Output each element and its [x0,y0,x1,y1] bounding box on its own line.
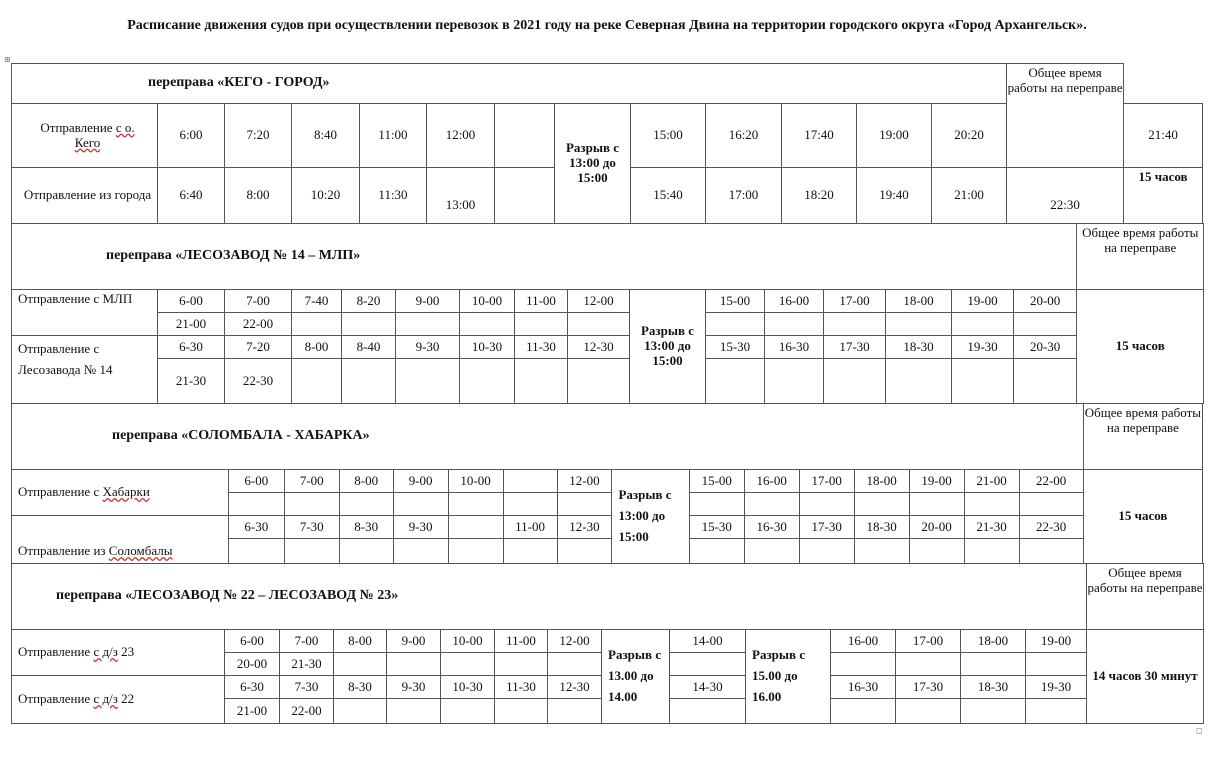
time-cell: 17-00 [896,630,961,653]
time-cell: 18-30 [854,516,909,539]
time-cell: 21:00 [932,168,1007,224]
time-cell: 17-30 [799,516,854,539]
time-cell [495,104,555,168]
row-label-gorod: Отправление из города [12,168,158,224]
time-cell: 9-00 [396,290,460,313]
section-title: переправа «СОЛОМБАЛА - ХАБАРКА» [12,404,1084,470]
total-time: 15 часов [1124,168,1203,224]
total-time-header: Общее время работы на переправе [1077,224,1204,290]
time-cell: 22-00 [280,699,334,724]
time-cell: 15:00 [631,104,706,168]
time-cell: 7-30 [284,516,339,539]
time-cell: 16-00 [831,630,896,653]
time-cell: 7:20 [225,104,292,168]
row-label-habarka: Отправление с Хабарки [12,470,229,516]
section-title: переправа «ЛЕСОЗАВОД № 14 – МЛП» [12,224,1077,290]
table-move-handle-icon[interactable]: ⊞ [4,55,11,64]
time-cell: 16-00 [765,290,824,313]
time-cell: 6:00 [158,104,225,168]
time-cell: 12-30 [568,336,630,359]
time-cell: 8-40 [342,336,396,359]
time-cell: 18-00 [854,470,909,493]
schedule-lesozavod22-lesozavod23 [11,563,1204,724]
time-cell: 17-30 [824,336,886,359]
time-cell: 19:00 [857,104,932,168]
time-cell: 7-00 [284,470,339,493]
time-cell: 12-30 [548,676,602,699]
time-cell: 17-00 [824,290,886,313]
break-cell-2: Разрыв с 15.00 до 16.00 [746,630,831,724]
time-cell: 8-30 [334,676,387,699]
time-cell: 9-30 [393,516,448,539]
row-label-dz22: Отправление с д/з 22 [12,676,225,724]
time-cell: 8:00 [225,168,292,224]
time-cell: 20-00 [225,653,280,676]
schedule-lesozavod14-mlp [11,223,1204,404]
row-label-dz23: Отправление с д/з 23 [12,630,225,676]
total-time-header: Общее время работы на переправе [1083,404,1202,470]
time-cell: 17-30 [896,676,961,699]
time-cell: 19-30 [952,336,1014,359]
time-cell: 10:20 [292,168,360,224]
time-cell: 20:20 [932,104,1007,168]
time-cell: 8-00 [334,630,387,653]
time-cell: 22-00 [1019,470,1083,493]
time-cell: 12-00 [557,470,612,493]
time-cell: 6-00 [225,630,280,653]
time-cell: 18-00 [961,630,1026,653]
time-cell: 12:00 [427,104,495,168]
break-cell: Разрыв с 13:00 до 15:00 [630,290,706,404]
time-cell: 16-30 [831,676,896,699]
time-cell: 18-30 [886,336,952,359]
time-cell: 6-30 [228,516,284,539]
time-cell: 19-00 [909,470,964,493]
total-time: 15 часов [1083,470,1202,564]
time-cell: 20-30 [1014,336,1077,359]
time-cell: 8-00 [339,470,393,493]
time-cell: 9-30 [396,336,460,359]
time-cell: 19-00 [1026,630,1087,653]
time-cell: 8-30 [339,516,393,539]
time-cell: 8-00 [292,336,342,359]
time-cell: 12-00 [548,630,602,653]
time-cell: 17:00 [706,168,782,224]
time-cell: 22-30 [1019,516,1083,539]
schedule-kego-gorod [11,63,1203,224]
time-cell: 19-00 [952,290,1014,313]
time-cell: 21-30 [280,653,334,676]
row-label-solombala: Отправление из Соломбалы [12,516,229,564]
time-cell: 11-30 [515,336,568,359]
time-cell: 22-30 [225,359,292,404]
time-cell: 18-00 [886,290,952,313]
time-cell: 21-00 [225,699,280,724]
break-cell: Разрыв с 13:00 до 15:00 [555,104,631,224]
time-cell: 21-30 [964,516,1019,539]
time-cell: 11:00 [360,104,427,168]
time-cell: 6:40 [158,168,225,224]
time-cell: 6-30 [225,676,280,699]
time-cell: 15-30 [706,336,765,359]
time-cell: 14-00 [670,630,746,653]
break-cell: Разрыв с 13:00 до 15:00 [612,470,689,564]
time-cell: 21-00 [964,470,1019,493]
time-cell: 16-30 [765,336,824,359]
time-cell: 10-00 [448,470,503,493]
time-cell: 16:20 [706,104,782,168]
page-title: Расписание движения судов при осуществлении перевозок в 2021 году на реке Северная Двина на территории городского округа «Город Архангельск». [127,18,1087,33]
time-cell: 9-30 [387,676,441,699]
time-cell [495,168,555,224]
total-time-header: Общее время работы на переправе [1007,64,1124,168]
total-time: 15 часов [1077,290,1204,404]
time-cell: 18:20 [782,168,857,224]
time-cell: 6-30 [158,336,225,359]
time-cell: 10-00 [441,630,495,653]
time-cell: 22-00 [225,313,292,336]
time-cell: 9-00 [387,630,441,653]
time-cell: 20-00 [909,516,964,539]
time-cell: 12-30 [557,516,612,539]
time-cell: 14-30 [670,676,746,699]
time-cell: 15-00 [706,290,765,313]
time-cell: 21-00 [158,313,225,336]
total-time-header: Общее время работы на переправе [1087,564,1204,630]
total-time: 14 часов 30 минут [1087,630,1204,724]
row-label-mlp: Отправление с МЛП [12,290,158,336]
time-cell: 19:40 [857,168,932,224]
time-cell: 10-00 [460,290,515,313]
time-cell: 11-30 [495,676,548,699]
time-cell: 10-30 [460,336,515,359]
schedule-solombala-habarka [11,403,1203,564]
break-cell: Разрыв с 13.00 до 14.00 [602,630,670,724]
row-label-lesozavod14: Отправление с Лесозавода № 14 [12,336,158,404]
time-cell: 11-00 [495,630,548,653]
time-cell: 19-30 [1026,676,1087,699]
time-cell: 6-00 [158,290,225,313]
time-cell: 17-00 [799,470,854,493]
time-cell: 22:30 [1007,168,1124,224]
time-cell: 7-20 [225,336,292,359]
time-cell: 10-30 [441,676,495,699]
section-title: переправа «ЛЕСОЗАВОД № 22 – ЛЕСОЗАВОД № 23» [12,564,1087,630]
time-cell: 7-30 [280,676,334,699]
time-cell: 20-00 [1014,290,1077,313]
time-cell: 7-00 [280,630,334,653]
time-cell: 18-30 [961,676,1026,699]
time-cell: 6-00 [228,470,284,493]
time-cell: 15:40 [631,168,706,224]
time-cell: 16-00 [744,470,799,493]
time-cell: 9-00 [393,470,448,493]
table-resize-handle-icon[interactable]: ◻ [1196,726,1203,735]
time-cell: 13:00 [427,168,495,224]
time-cell: 17:40 [782,104,857,168]
time-cell: 7-00 [225,290,292,313]
time-cell: 15-00 [689,470,744,493]
time-cell: 21-30 [158,359,225,404]
time-cell: 8-20 [342,290,396,313]
time-cell: 11-00 [515,290,568,313]
time-cell [448,516,503,539]
time-cell [503,470,557,493]
time-cell: 8:40 [292,104,360,168]
section-title: переправа «КЕГО - ГОРОД» [12,64,1007,104]
time-cell: 11-00 [503,516,557,539]
time-cell: 21:40 [1124,104,1203,168]
time-cell: 16-30 [744,516,799,539]
time-cell: 7-40 [292,290,342,313]
time-cell: 12-00 [568,290,630,313]
row-label-kego: Отправление с о. Кего [12,104,158,168]
time-cell: 11:30 [360,168,427,224]
time-cell: 15-30 [689,516,744,539]
